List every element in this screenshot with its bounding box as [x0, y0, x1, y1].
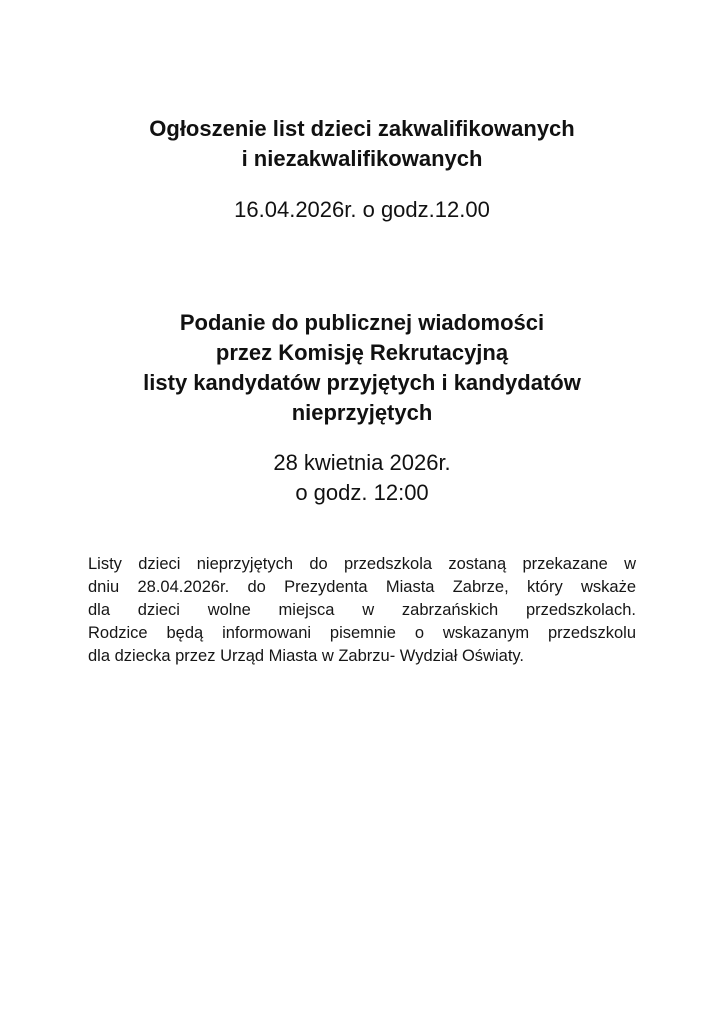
paragraph-line-1: Listy dzieci nieprzyjętych do przedszkola zostaną przekazane w: [88, 555, 636, 573]
admission-date: [0, 448, 724, 508]
title-line-2: i niezakwalifikowanych: [241, 146, 483, 171]
paragraph-line-3: dla dzieci wolne miejsca w zabrzańskich przedszkolach.: [88, 601, 636, 619]
announcement-title: [0, 114, 724, 174]
info-paragraph: [88, 553, 636, 668]
qualification-date-text: 16.04.2026r. o godz.12.00: [234, 197, 490, 222]
paragraph-line-4: Rodzice będą informowani pisemnie o wskazanym przedszkolu: [88, 624, 636, 642]
subtitle-line-4: nieprzyjętych: [291, 400, 433, 425]
qualification-date: [0, 195, 724, 225]
subtitle-line-2: przez Komisję Rekrutacyjną: [215, 340, 509, 365]
subtitle-line-3: listy kandydatów przyjętych i kandydatów: [143, 370, 581, 395]
subtitle-line-1: Podanie do publicznej wiadomości: [179, 310, 545, 335]
paragraph-line-5: dla dziecka przez Urząd Miasta w Zabrzu- Wydział Oświaty.: [88, 647, 525, 665]
admission-date-line-2: o godz. 12:00: [295, 480, 429, 505]
title-line-1: Ogłoszenie list dzieci zakwalifikowanych: [149, 116, 575, 141]
announcement-subtitle: [0, 308, 724, 428]
admission-date-line-1: 28 kwietnia 2026r.: [273, 450, 451, 475]
paragraph-line-2: dniu 28.04.2026r. do Prezydenta Miasta Zabrze, który wskaże: [88, 578, 636, 596]
